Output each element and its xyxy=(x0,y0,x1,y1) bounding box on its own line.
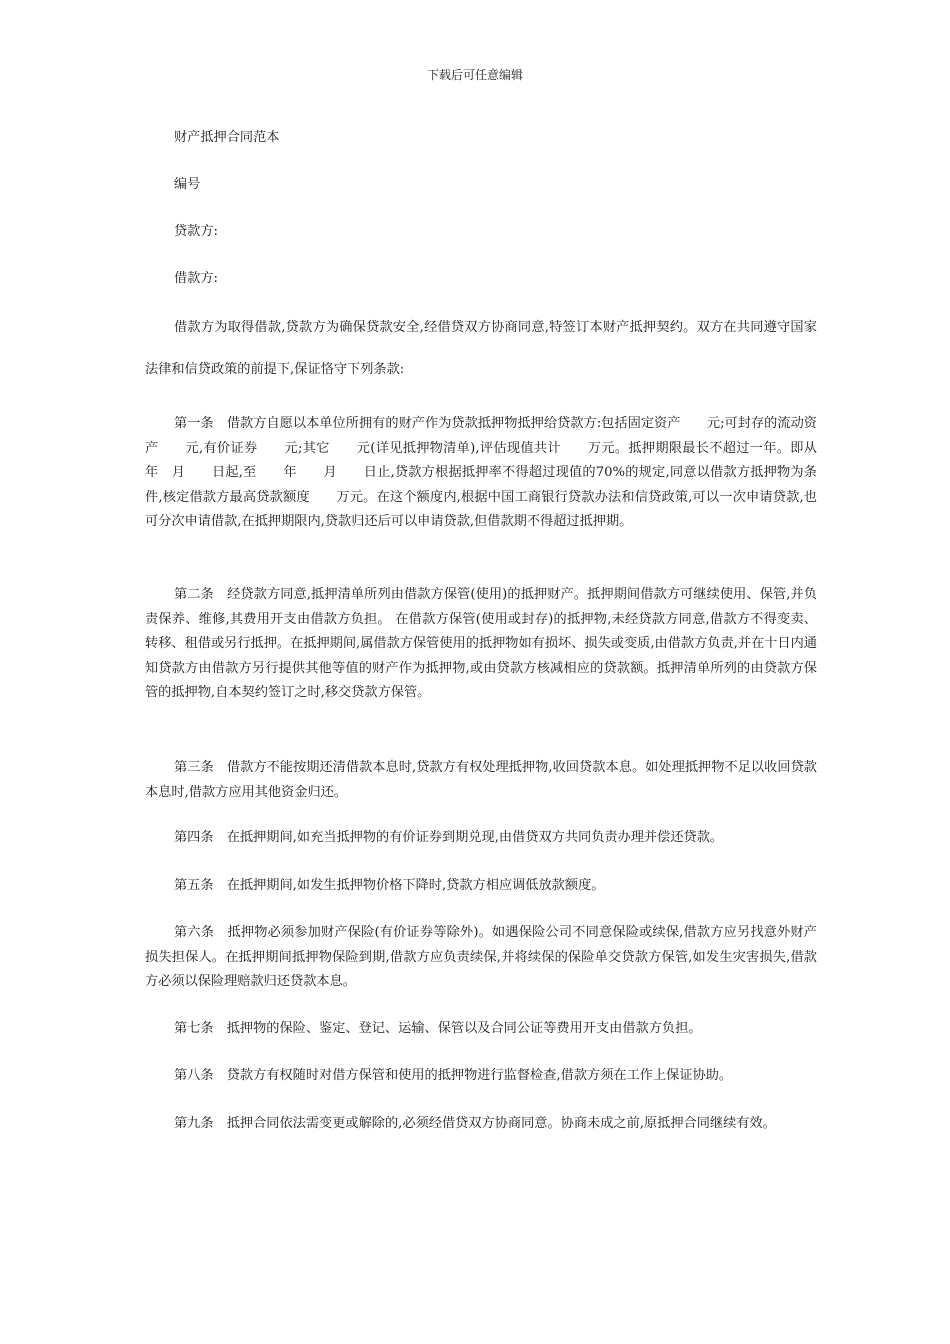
header-note: 下载后可任意编辑 xyxy=(426,68,523,82)
article-5: 第五条 在抵押期间,如发生抵押物价格下降时,贷款方相应调低放款额度。 xyxy=(174,878,605,893)
article-2: 第二条 经贷款方同意,抵押清单所列由借款方保管(使用)的抵押财产。抵押期间借款方可继续使用、保管,并负责保养、维修,其费用开支由借款方负担。 在借款方保管(使用或封存)的抵押物,未经贷款方同意,借款方不得变卖、转移、租借或另行抵押。在抵押期间,属借款方保管使用的抵押物如有损坏、损失或变质,由借款方负责,并在十日内通知贷款方由借款方另行提供其他等值的财产作为抵押物,或由贷款方核减相应的贷款额。抵押清单所列的由贷款方保管的抵押物,自本契约签订之时,移交贷款方保管。 xyxy=(145,587,817,700)
article-4: 第四条 在抵押期间,如充当抵押物的有价证券到期兑现,由借贷双方共同负责办理并偿还贷款。 xyxy=(174,830,724,845)
preamble-paragraph: 借款方为取得借款,贷款方为确保贷款安全,经借贷双方协商同意,特签订本财产抵押契约。双方在共同遵守国家法律和信贷政策的前提下,保证恪守下列条款: xyxy=(145,320,817,377)
article-6: 第六条 抵押物必须参加财产保险(有价证券等除外)。如遇保险公司不同意保险或续保,借款方应另找意外财产损失担保人。在抵押期间抵押物保险到期,借款方应负责续保,并将续保的保险单交贷款方保管,如发生灾害损失,借款方必须以保险理赔款归还贷款本息。 xyxy=(145,925,817,989)
article-1: 第一条 借款方自愿以本单位所拥有的财产作为贷款抵押物抵押给贷款方:包括固定资产 元;可封存的流动资产 元,有价证券 元;其它 元(详见抵押物清单),评估现值共计 万元。抵押期限最长不超过一年。即从 年 月 日起,至 年 月 日止,贷款方根据抵押率不得超过现值的70%的规定,同意以借款方抵押物为条件,核定借款方最高贷款额度 万元。在这个额度内,根据中国工商银行贷款办法和信贷政策,可以一次申请贷款,也可分次申请借款,在抵押期限内,贷款归还后可以申请贷款,但借款期不得超过抵押期。 xyxy=(145,416,844,529)
borrower-label: 借款方: xyxy=(174,271,219,286)
article-9: 第九条 抵押合同依法需变更或解除的,必须经借贷双方协商同意。协商未成之前,原抵押合同继续有效。 xyxy=(174,1116,776,1131)
article-3: 第三条 借款方不能按期还清借款本息时,贷款方有权处理抵押物,收回贷款本息。如处理抵押物不足以收回贷款本息时,借款方应用其他资金归还。 xyxy=(145,760,817,800)
article-7: 第七条 抵押物的保险、鉴定、登记、运输、保管以及合同公证等费用开支由借款方负担。 xyxy=(174,1021,702,1036)
lender-label: 贷款方: xyxy=(174,224,219,239)
article-8: 第八条 贷款方有权随时对借方保管和使用的抵押物进行监督检查,借款方须在工作上保证协助。 xyxy=(174,1068,733,1083)
document-title: 财产抵押合同范本 xyxy=(174,130,280,145)
number-label: 编号 xyxy=(174,177,201,192)
